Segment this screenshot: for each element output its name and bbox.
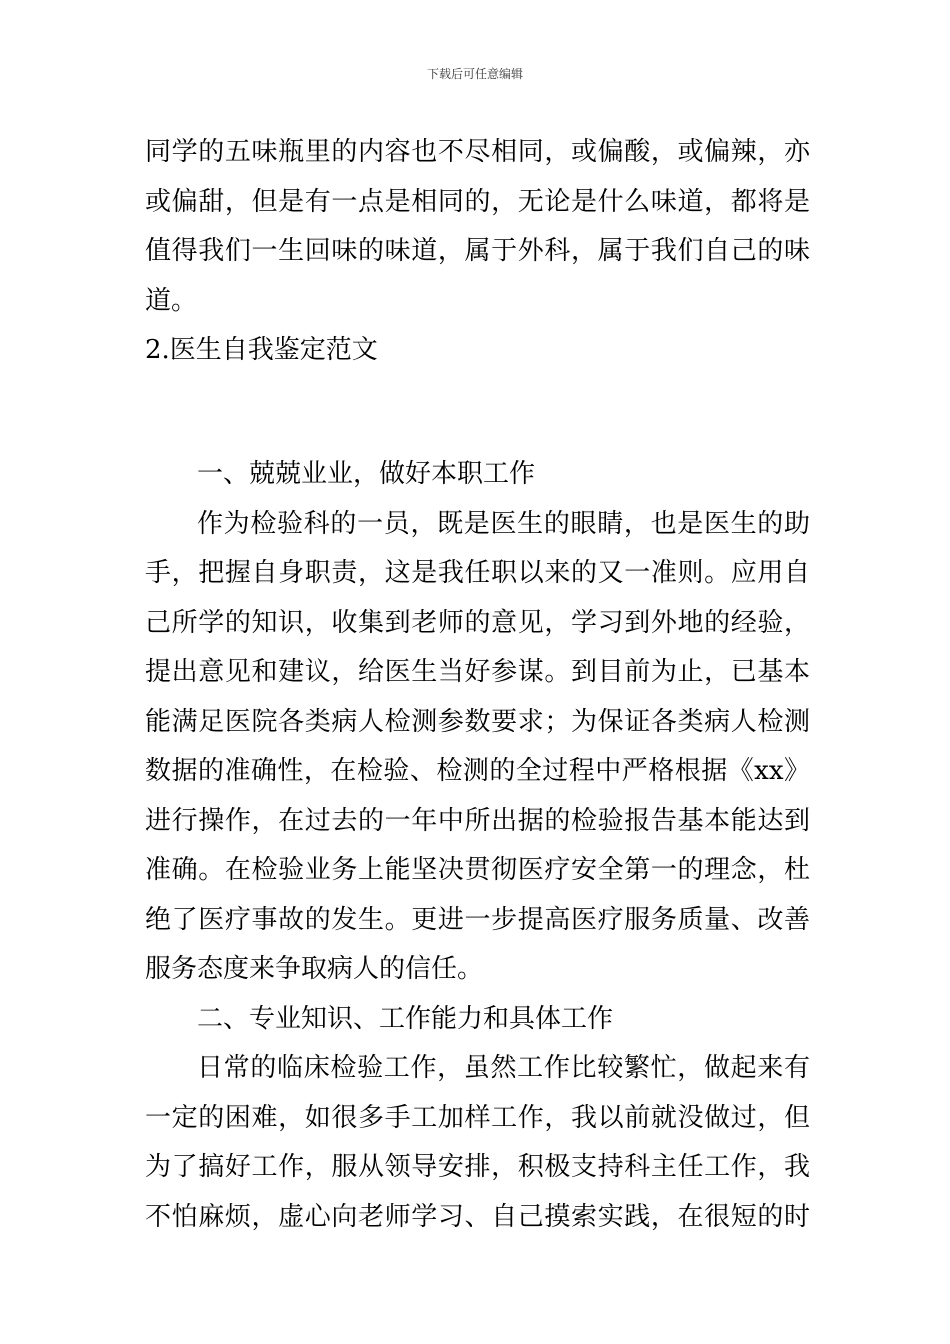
text-line: 能满足医院各类病人检测参数要求；为保证各类病人检测 [145,706,810,737]
text-line: 服务态度来争取病人的信任。 [145,954,484,984]
text-line: 或偏甜，但是有一点是相同的，无论是什么味道，都将是 [145,186,810,217]
text-line: 为了搞好工作，服从领导安排，积极支持科主任工作，我 [145,1152,810,1182]
text-line: 日常的临床检验工作，虽然工作比较繁忙，做起来有 [197,1053,810,1083]
heading-2: 二、专业知识、工作能力和具体工作 [197,1003,614,1034]
text-line: 同学的五味瓶里的内容也不尽相同，或偏酸，或偏辣，亦 [145,137,810,167]
text-line: 一定的困难，如很多手工加样工作，我以前就没做过，但 [145,1102,810,1133]
section-title: 2.医生自我鉴定范文 [145,335,378,365]
page-header: 下载后可任意编辑 [426,67,523,81]
text-line: 绝了医疗事故的发生。更进一步提高医疗服务质量、改善 [145,904,810,935]
text-line: 作为检验科的一员，既是医生的眼睛，也是医生的助 [197,508,810,539]
text-line: 己所学的知识，收集到老师的意见，学习到外地的经验， [145,607,810,638]
paragraph-1 [145,128,810,326]
text-line: 道。 [145,285,198,316]
document-body [145,128,810,1242]
text-line: 值得我们一生回味的味道，属于外科，属于我们自己的味 [145,236,810,266]
text-line: 手，把握自身职责，这是我任职以来的又一准则。应用自 [145,558,810,588]
heading-1: 一、兢兢业业，做好本职工作 [197,459,536,489]
paragraph-3 [145,1044,810,1242]
text-line: 数据的准确性，在检验、检测的全过程中严格根据《xx》 [145,756,810,786]
text-line: 准确。在检验业务上能坚决贯彻医疗安全第一的理念，杜 [145,855,810,885]
blank-line [145,376,810,426]
paragraph-2 [145,500,810,995]
text-line: 不怕麻烦，虚心向老师学习、自己摸索实践，在很短的时 [145,1201,810,1232]
text-line: 提出意见和建议，给医生当好参谋。到目前为止，已基本 [145,657,810,687]
text-line: 进行操作，在过去的一年中所出据的检验报告基本能达到 [145,805,810,836]
